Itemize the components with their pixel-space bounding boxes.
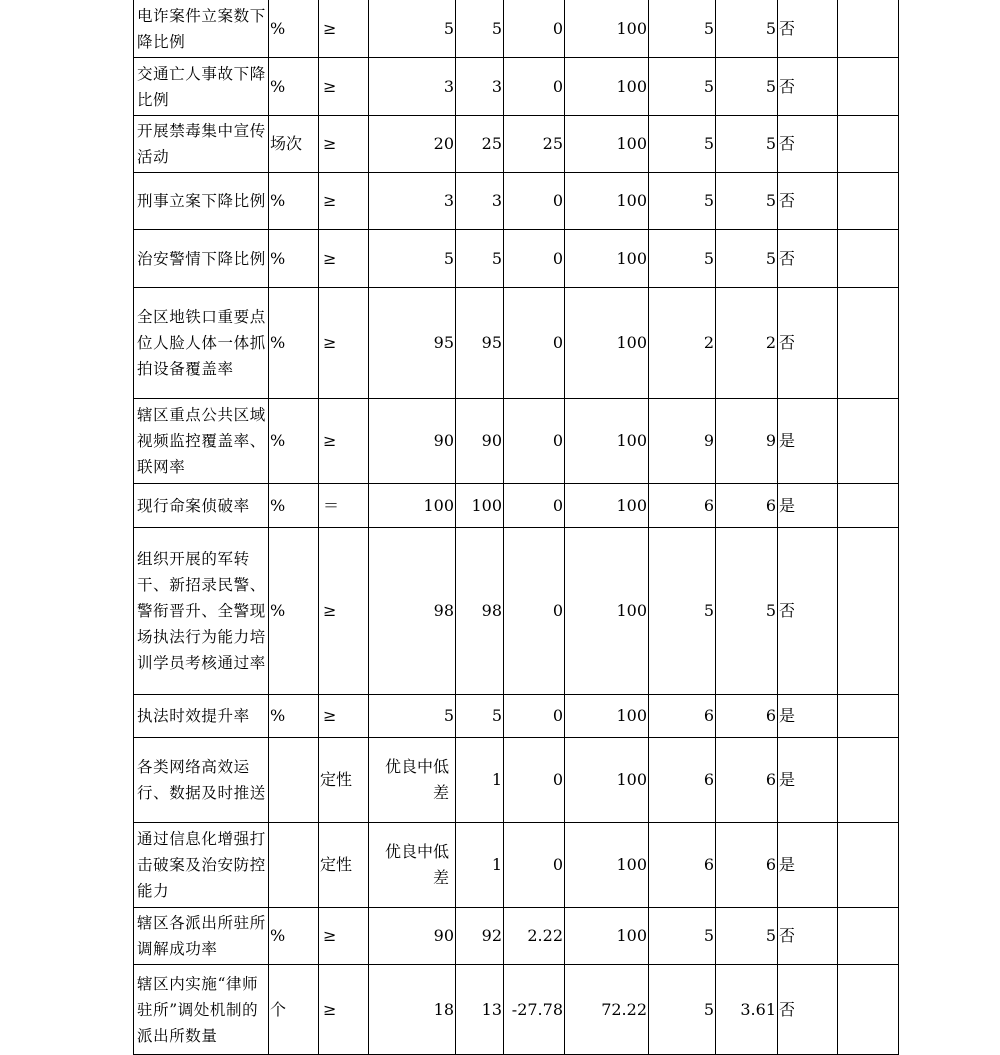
cell-actual-value: 5 [456, 695, 504, 738]
cell-target-value: 98 [369, 528, 456, 695]
cell-deviation: 0 [504, 738, 565, 823]
cell-operator: ≥ [319, 528, 369, 695]
cell-remark [838, 528, 899, 695]
cell-remark [838, 908, 899, 965]
table-row [134, 823, 899, 908]
cell-unit: % [269, 0, 319, 58]
cell-completion-rate: 100 [565, 908, 649, 965]
table-row [134, 399, 899, 484]
cell-deviation: 25 [504, 116, 565, 173]
cell-weight: 5 [649, 0, 716, 58]
cell-deviation: 0 [504, 484, 565, 528]
cell-weight: 6 [649, 695, 716, 738]
cell-remark [838, 116, 899, 173]
cell-score: 5 [716, 908, 778, 965]
cell-actual-value: 25 [456, 116, 504, 173]
cell-weight: 2 [649, 288, 716, 399]
cell-unit: 场次 [269, 116, 319, 173]
cell-actual-value: 3 [456, 58, 504, 116]
cell-target-value: 20 [369, 116, 456, 173]
cell-completion-rate: 72.22 [565, 965, 649, 1055]
cell-indicator-name: 治安警情下降比例 [134, 230, 269, 288]
cell-unit: 个 [269, 965, 319, 1055]
cell-remark [838, 399, 899, 484]
cell-actual-value: 90 [456, 399, 504, 484]
cell-score: 5 [716, 230, 778, 288]
cell-unit [269, 823, 319, 908]
cell-indicator-name: 执法时效提升率 [134, 695, 269, 738]
cell-target-value: 优良中低差 [369, 738, 456, 823]
cell-actual-value: 1 [456, 823, 504, 908]
table-row [134, 695, 899, 738]
cell-weight: 5 [649, 230, 716, 288]
cell-indicator-name: 全区地铁口重要点位人脸人体一体抓拍设备覆盖率 [134, 288, 269, 399]
cell-is-key-indicator: 是 [778, 695, 838, 738]
cell-operator: ≥ [319, 695, 369, 738]
cell-remark [838, 695, 899, 738]
performance-indicator-table [133, 0, 899, 1055]
cell-deviation: 0 [504, 173, 565, 230]
cell-completion-rate: 100 [565, 484, 649, 528]
cell-is-key-indicator: 否 [778, 58, 838, 116]
cell-score: 6 [716, 484, 778, 528]
cell-operator: ＝ [319, 484, 369, 528]
cell-completion-rate: 100 [565, 173, 649, 230]
table-row [134, 116, 899, 173]
cell-is-key-indicator: 否 [778, 288, 838, 399]
cell-deviation: 0 [504, 288, 565, 399]
cell-completion-rate: 100 [565, 116, 649, 173]
table-row [134, 908, 899, 965]
cell-remark [838, 0, 899, 58]
cell-remark [838, 173, 899, 230]
cell-target-value: 3 [369, 58, 456, 116]
cell-operator: ≥ [319, 58, 369, 116]
cell-deviation: 0 [504, 695, 565, 738]
cell-target-value: 优良中低差 [369, 823, 456, 908]
table-row [134, 528, 899, 695]
cell-score: 5 [716, 173, 778, 230]
table-row [134, 288, 899, 399]
cell-indicator-name: 电诈案件立案数下降比例 [134, 0, 269, 58]
cell-remark [838, 288, 899, 399]
cell-is-key-indicator: 是 [778, 399, 838, 484]
cell-completion-rate: 100 [565, 58, 649, 116]
cell-weight: 9 [649, 399, 716, 484]
cell-target-value: 5 [369, 230, 456, 288]
cell-unit: % [269, 230, 319, 288]
cell-score: 5 [716, 116, 778, 173]
cell-indicator-name: 现行命案侦破率 [134, 484, 269, 528]
table-row [134, 0, 899, 58]
cell-actual-value: 5 [456, 230, 504, 288]
cell-operator: ≥ [319, 399, 369, 484]
cell-unit: % [269, 695, 319, 738]
cell-completion-rate: 100 [565, 528, 649, 695]
cell-indicator-name: 辖区重点公共区域视频监控覆盖率、联网率 [134, 399, 269, 484]
cell-is-key-indicator: 是 [778, 823, 838, 908]
cell-weight: 5 [649, 528, 716, 695]
cell-score: 5 [716, 528, 778, 695]
cell-unit: % [269, 399, 319, 484]
cell-operator: ≥ [319, 230, 369, 288]
cell-is-key-indicator: 否 [778, 116, 838, 173]
cell-deviation: 0 [504, 58, 565, 116]
cell-target-value: 90 [369, 908, 456, 965]
cell-operator: ≥ [319, 173, 369, 230]
cell-actual-value: 1 [456, 738, 504, 823]
cell-deviation: 0 [504, 528, 565, 695]
cell-indicator-name: 各类网络高效运行、数据及时推送 [134, 738, 269, 823]
cell-operator: ≥ [319, 116, 369, 173]
cell-actual-value: 95 [456, 288, 504, 399]
cell-actual-value: 13 [456, 965, 504, 1055]
cell-completion-rate: 100 [565, 695, 649, 738]
cell-actual-value: 5 [456, 0, 504, 58]
cell-score: 6 [716, 823, 778, 908]
cell-remark [838, 58, 899, 116]
cell-unit: % [269, 173, 319, 230]
cell-indicator-name: 通过信息化增强打击破案及治安防控能力 [134, 823, 269, 908]
cell-unit: % [269, 908, 319, 965]
cell-is-key-indicator: 否 [778, 965, 838, 1055]
cell-actual-value: 98 [456, 528, 504, 695]
cell-weight: 5 [649, 965, 716, 1055]
cell-target-value: 100 [369, 484, 456, 528]
cell-target-value: 5 [369, 695, 456, 738]
cell-completion-rate: 100 [565, 0, 649, 58]
cell-score: 9 [716, 399, 778, 484]
cell-unit: % [269, 484, 319, 528]
cell-operator: 定性 [319, 823, 369, 908]
cell-weight: 6 [649, 484, 716, 528]
cell-deviation: 2.22 [504, 908, 565, 965]
cell-operator: 定性 [319, 738, 369, 823]
cell-weight: 6 [649, 738, 716, 823]
cell-deviation: 0 [504, 399, 565, 484]
cell-indicator-name: 辖区各派出所驻所调解成功率 [134, 908, 269, 965]
cell-score: 3.61 [716, 965, 778, 1055]
cell-target-value: 5 [369, 0, 456, 58]
cell-score: 5 [716, 0, 778, 58]
cell-completion-rate: 100 [565, 230, 649, 288]
cell-is-key-indicator: 否 [778, 0, 838, 58]
cell-is-key-indicator: 否 [778, 173, 838, 230]
cell-target-value: 95 [369, 288, 456, 399]
cell-deviation: -27.78 [504, 965, 565, 1055]
cell-deviation: 0 [504, 0, 565, 58]
cell-target-value: 3 [369, 173, 456, 230]
cell-actual-value: 100 [456, 484, 504, 528]
cell-target-value: 18 [369, 965, 456, 1055]
table-row [134, 58, 899, 116]
cell-target-value: 90 [369, 399, 456, 484]
cell-remark [838, 965, 899, 1055]
cell-weight: 5 [649, 173, 716, 230]
table-row [134, 173, 899, 230]
cell-indicator-name: 开展禁毒集中宣传活动 [134, 116, 269, 173]
cell-operator: ≥ [319, 288, 369, 399]
cell-score: 6 [716, 738, 778, 823]
cell-is-key-indicator: 否 [778, 908, 838, 965]
cell-weight: 6 [649, 823, 716, 908]
cell-weight: 5 [649, 908, 716, 965]
cell-indicator-name: 辖区内实施“律师驻所”调处机制的派出所数量 [134, 965, 269, 1055]
cell-is-key-indicator: 是 [778, 738, 838, 823]
cell-unit [269, 738, 319, 823]
cell-remark [838, 484, 899, 528]
cell-unit: % [269, 58, 319, 116]
cell-actual-value: 92 [456, 908, 504, 965]
cell-indicator-name: 组织开展的军转干、新招录民警、警衔晋升、全警现场执法行为能力培训学员考核通过率 [134, 528, 269, 695]
cell-score: 5 [716, 58, 778, 116]
cell-unit: % [269, 288, 319, 399]
cell-completion-rate: 100 [565, 738, 649, 823]
cell-remark [838, 738, 899, 823]
table-row [134, 738, 899, 823]
cell-is-key-indicator: 否 [778, 230, 838, 288]
table-row [134, 484, 899, 528]
cell-remark [838, 823, 899, 908]
cell-unit: % [269, 528, 319, 695]
cell-operator: ≥ [319, 965, 369, 1055]
table-row [134, 965, 899, 1055]
cell-actual-value: 3 [456, 173, 504, 230]
cell-weight: 5 [649, 58, 716, 116]
cell-score: 2 [716, 288, 778, 399]
cell-weight: 5 [649, 116, 716, 173]
cell-is-key-indicator: 是 [778, 484, 838, 528]
cell-operator: ≥ [319, 908, 369, 965]
cell-completion-rate: 100 [565, 823, 649, 908]
cell-deviation: 0 [504, 230, 565, 288]
cell-is-key-indicator: 否 [778, 528, 838, 695]
cell-operator: ≥ [319, 0, 369, 58]
cell-remark [838, 230, 899, 288]
cell-completion-rate: 100 [565, 399, 649, 484]
cell-completion-rate: 100 [565, 288, 649, 399]
cell-deviation: 0 [504, 823, 565, 908]
cell-indicator-name: 交通亡人事故下降比例 [134, 58, 269, 116]
cell-indicator-name: 刑事立案下降比例 [134, 173, 269, 230]
cell-score: 6 [716, 695, 778, 738]
table-row [134, 230, 899, 288]
